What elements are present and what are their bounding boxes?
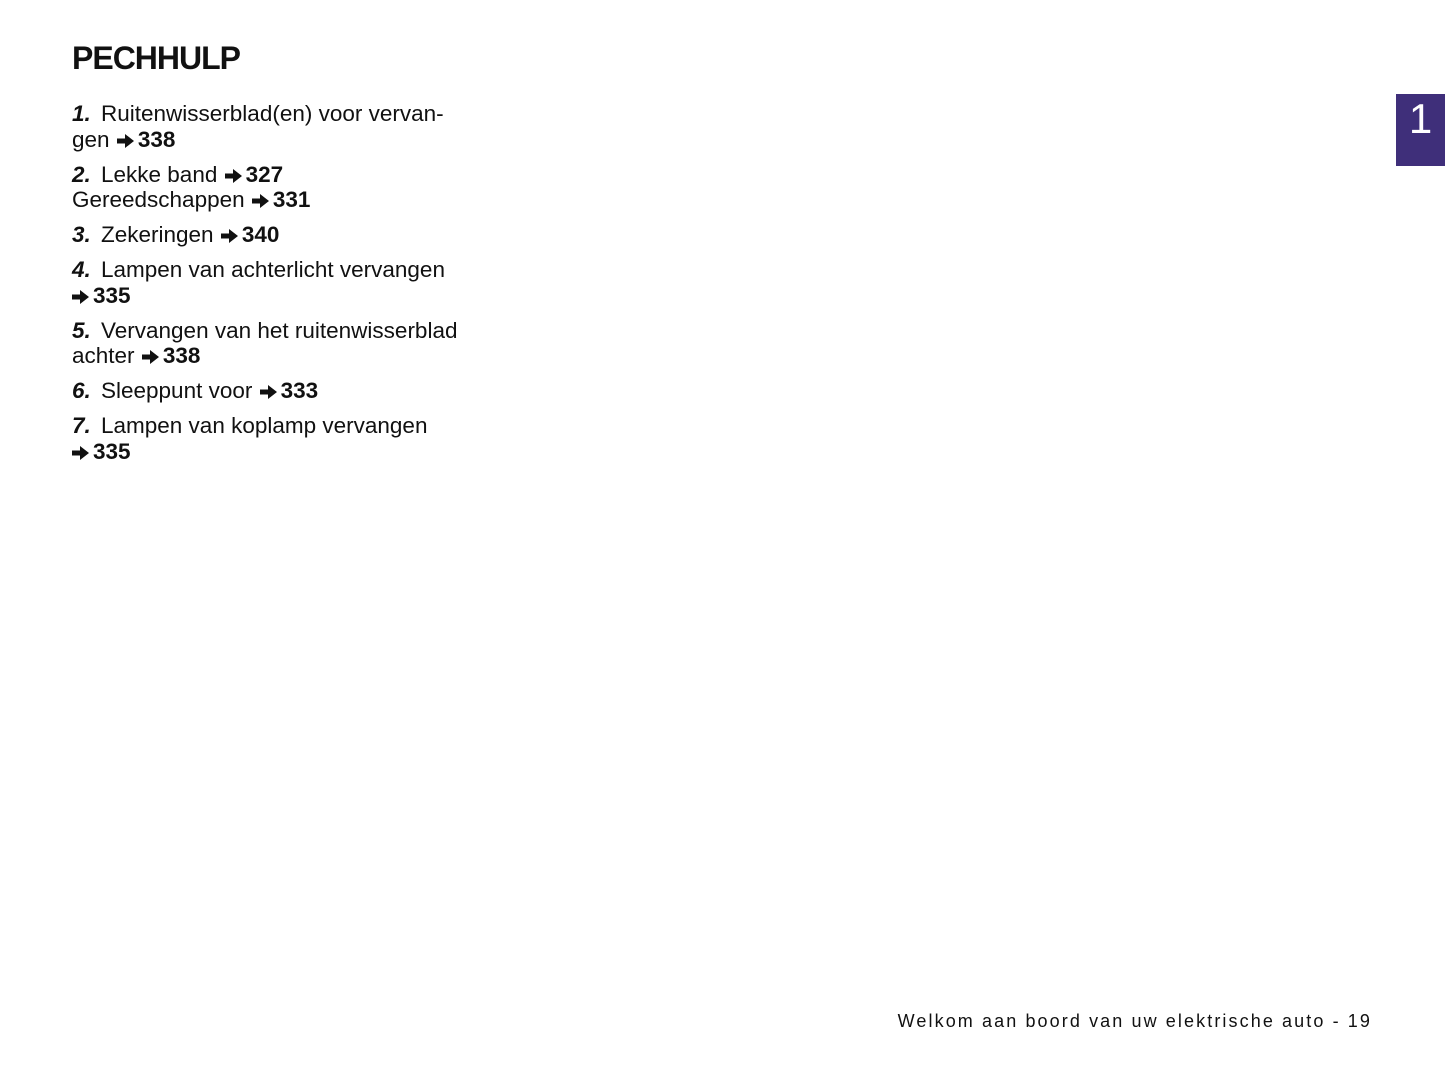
item-number: 3. [72, 222, 91, 247]
arrow-right-icon [260, 385, 278, 399]
arrow-right-icon [72, 290, 90, 304]
breakdown-assistance-list [72, 101, 482, 474]
arrow-right-icon [117, 134, 135, 148]
item-number: 2. [72, 161, 91, 187]
arrow-right-icon [142, 350, 160, 364]
item-number: 6. [72, 378, 91, 403]
page-reference[interactable]: 333 [280, 378, 319, 403]
item-text-continued: gen [72, 126, 110, 152]
item-number: 4. [72, 257, 91, 282]
list-item [72, 318, 482, 369]
list-item [72, 413, 482, 464]
item-number: 1. [72, 101, 91, 126]
arrow-right-icon [225, 169, 243, 183]
chapter-tab[interactable]: 1 [1396, 94, 1445, 166]
list-item [72, 101, 482, 152]
item-number: 5. [72, 317, 91, 343]
page-title: PECHHULP [72, 40, 241, 76]
page-reference[interactable]: 338 [162, 343, 201, 368]
item-text: Zekeringen [101, 222, 214, 247]
list-item [72, 222, 482, 248]
list-item [72, 378, 482, 404]
item-text: Lekke band [101, 161, 218, 187]
arrow-right-icon [252, 194, 270, 208]
arrow-right-icon [221, 229, 239, 243]
item-text-continued: achter [72, 343, 135, 368]
item-text: Lampen van achterlicht vervangen [101, 257, 445, 282]
item-number: 7. [72, 413, 91, 438]
item-text: Vervangen van het ruitenwisserblad [101, 317, 458, 343]
item-text: Sleeppunt voor [101, 378, 253, 403]
page-reference[interactable]: 338 [137, 126, 176, 152]
page-reference[interactable]: 327 [245, 161, 284, 187]
page-reference[interactable]: 335 [93, 282, 131, 308]
item-text: Lampen van koplamp vervangen [101, 413, 428, 438]
page-reference[interactable]: 340 [241, 222, 280, 247]
item-text: Ruitenwisserblad(en) voor vervan- [101, 101, 444, 126]
list-item [72, 162, 482, 213]
page-reference[interactable]: 331 [272, 187, 311, 212]
arrow-right-icon [72, 446, 90, 460]
item-subtext: Gereedschappen [72, 187, 245, 212]
page-footer: Welkom aan boord van uw elektrische auto - 19 [897, 1011, 1372, 1031]
page-reference[interactable]: 335 [93, 438, 131, 464]
list-item [72, 257, 482, 308]
